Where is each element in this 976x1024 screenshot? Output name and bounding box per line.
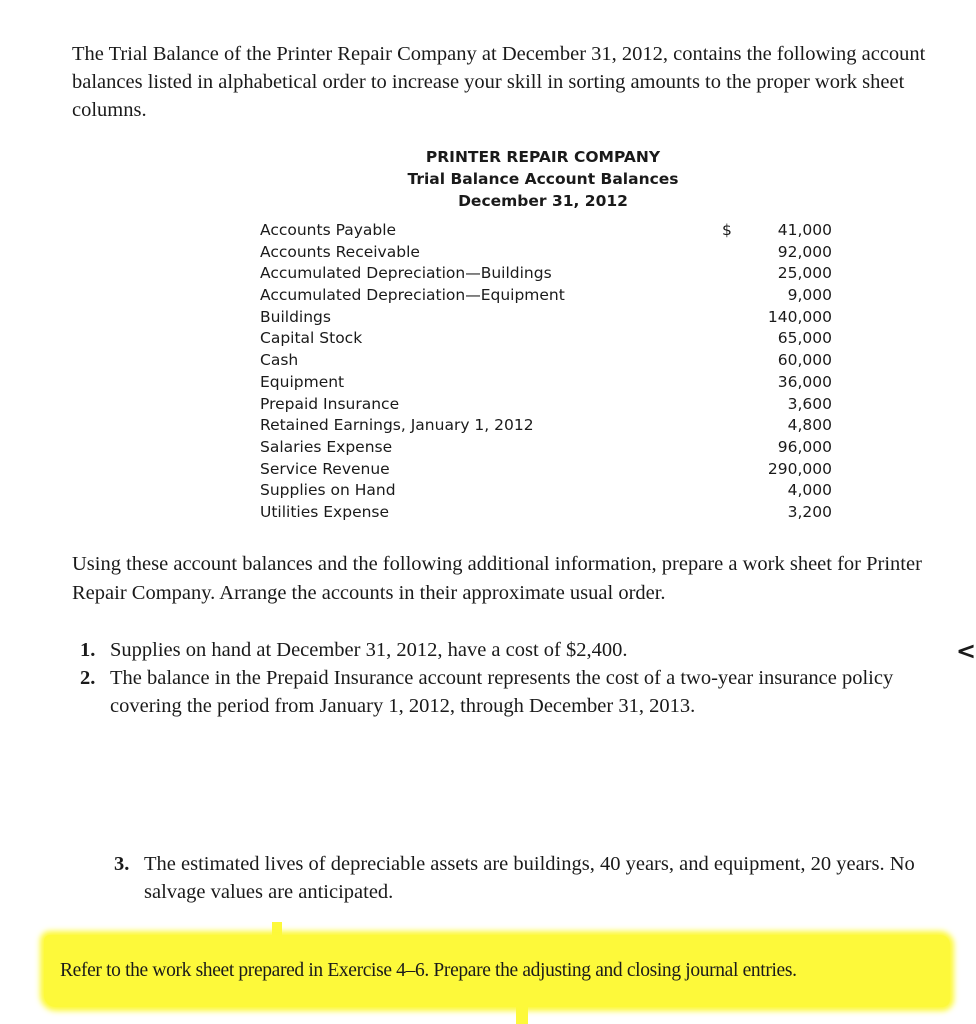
account-amount xyxy=(722,437,832,459)
statement-date: December 31, 2012 xyxy=(458,192,628,210)
account-name: Cash xyxy=(260,351,299,370)
amount-value: 4,000 xyxy=(787,481,832,500)
account-amount xyxy=(722,263,832,285)
account-name: Salaries Expense xyxy=(260,437,393,456)
account-row xyxy=(260,242,832,264)
account-name: Accounts Receivable xyxy=(260,242,420,261)
account-row xyxy=(260,220,832,242)
amount-value: 60,000 xyxy=(777,351,832,370)
account-name: Capital Stock xyxy=(260,329,363,348)
account-name: Supplies on Hand xyxy=(260,481,396,500)
account-amount xyxy=(722,480,832,502)
trial-balance-header xyxy=(370,146,716,212)
edge-chevron-icon: < xyxy=(956,637,976,665)
account-name: Retained Earnings, January 1, 2012 xyxy=(260,416,534,435)
amount-value: 25,000 xyxy=(777,264,832,283)
account-amount xyxy=(722,415,832,437)
amount-value: 36,000 xyxy=(777,372,832,391)
account-amount xyxy=(722,459,832,481)
account-name: Buildings xyxy=(260,307,331,326)
amount-value: 9,000 xyxy=(787,286,832,305)
amount-value: 290,000 xyxy=(767,459,832,478)
amount-value: 3,200 xyxy=(787,502,832,521)
instructions-paragraph: Using these account balances and the following additional information, prepare a work sheet for Printer Repair Company. Arrange the accounts in their approximate usual order. xyxy=(72,553,922,604)
item-number: 2. xyxy=(80,667,96,689)
account-row xyxy=(260,350,832,372)
account-amount xyxy=(722,285,832,307)
highlight-stroke xyxy=(516,1006,528,1024)
statement-title: Trial Balance Account Balances xyxy=(407,170,679,188)
account-row xyxy=(260,263,832,285)
item-number: 1. xyxy=(80,639,96,661)
account-balances-list xyxy=(260,220,832,524)
list-item xyxy=(80,664,940,720)
item-text: The balance in the Prepaid Insurance account represents the cost of a two-year insurance policy covering the period from January 1, 2012, through December 31, 2013. xyxy=(110,667,894,717)
amount-value: 4,800 xyxy=(787,416,832,435)
account-name: Equipment xyxy=(260,372,345,391)
highlighted-question: Refer to the work sheet prepared in Exercise 4–6. Prepare the adjusting and closing journal entries. xyxy=(60,960,797,981)
item-text: The estimated lives of depreciable assets are buildings, 40 years, and equipment, 20 years. No salvage values are anticipated. xyxy=(144,853,915,903)
account-name: Prepaid Insurance xyxy=(260,394,400,413)
account-name: Accumulated Depreciation—Equipment xyxy=(260,286,565,305)
account-row xyxy=(260,415,832,437)
account-row xyxy=(260,437,832,459)
account-amount xyxy=(722,502,832,524)
account-row xyxy=(260,480,832,502)
account-row xyxy=(260,459,832,481)
account-name: Utilities Expense xyxy=(260,502,390,521)
account-row xyxy=(260,307,832,329)
amount-value: 3,600 xyxy=(787,394,832,413)
account-row xyxy=(260,328,832,350)
account-name: Accumulated Depreciation—Buildings xyxy=(260,264,552,283)
item-number: 3. xyxy=(114,853,130,875)
account-row xyxy=(260,394,832,416)
list-item xyxy=(114,850,944,906)
account-name: Service Revenue xyxy=(260,459,390,478)
amount-value: 65,000 xyxy=(777,329,832,348)
account-name: Accounts Payable xyxy=(260,221,397,239)
account-row xyxy=(260,372,832,394)
account-amount xyxy=(722,394,832,416)
item-text: Supplies on hand at December 31, 2012, have a cost of $2,400. xyxy=(110,639,628,661)
account-amount xyxy=(722,220,832,242)
amount-value: 140,000 xyxy=(767,307,832,326)
amount-value: 92,000 xyxy=(777,242,832,261)
intro-paragraph: The Trial Balance of the Printer Repair Company at December 31, 2012, contains the following account balances listed in alphabetical order to increase your skill in sorting amounts to the proper work sheet columns. xyxy=(72,43,926,121)
currency-symbol: $ xyxy=(722,221,732,239)
list-item xyxy=(80,636,940,664)
account-row xyxy=(260,502,832,524)
amount-value: 41,000 xyxy=(777,221,832,239)
amount-value: 96,000 xyxy=(777,437,832,456)
company-name: PRINTER REPAIR COMPANY xyxy=(425,148,661,166)
account-amount xyxy=(722,350,832,372)
account-amount xyxy=(722,307,832,329)
account-amount xyxy=(722,242,832,264)
account-row xyxy=(260,285,832,307)
account-amount xyxy=(722,328,832,350)
account-amount xyxy=(722,372,832,394)
